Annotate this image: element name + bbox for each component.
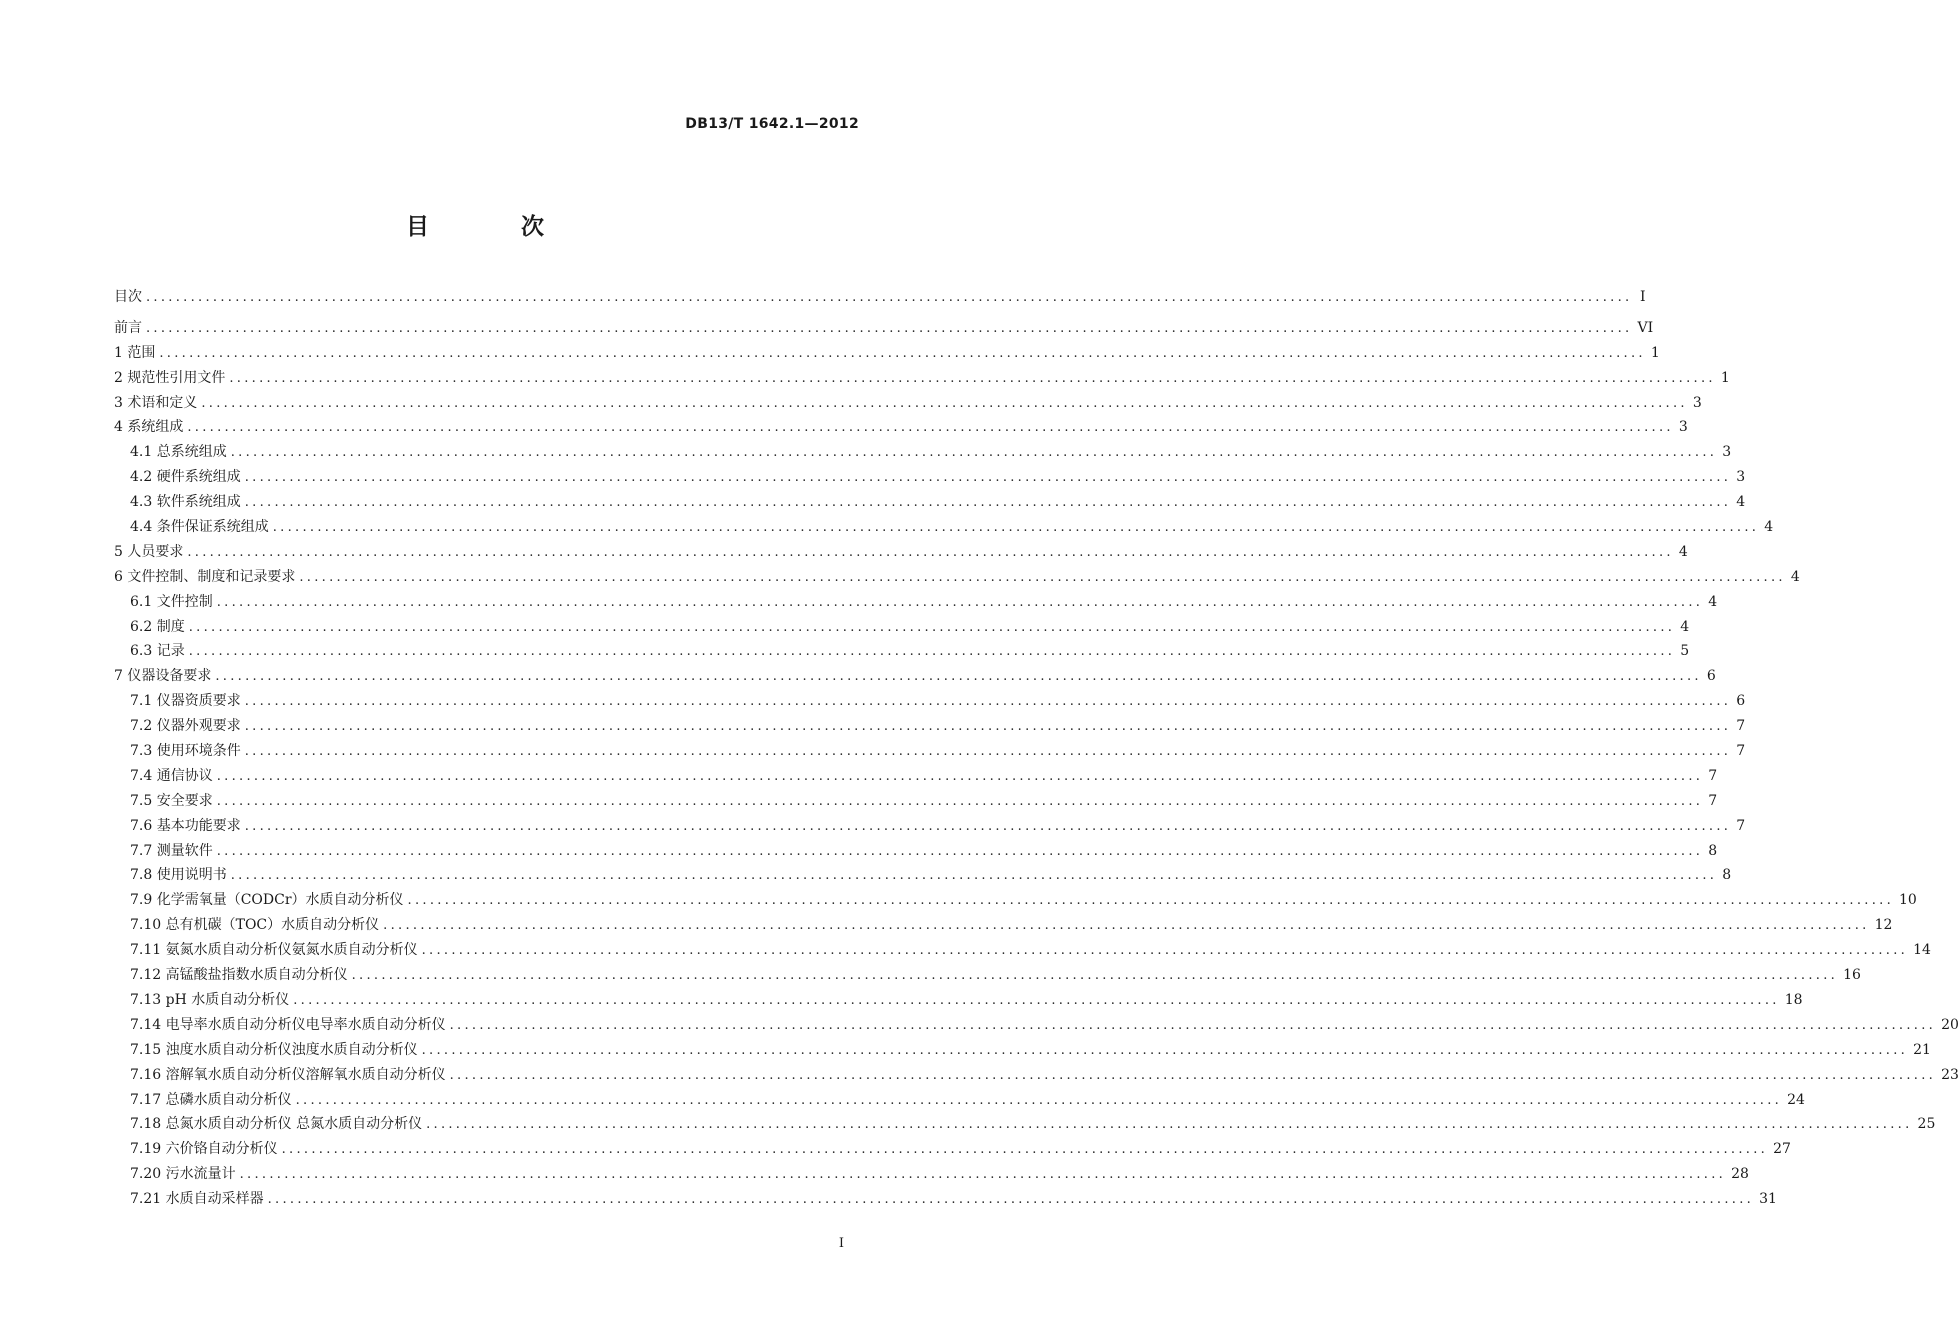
toc-entry[interactable] bbox=[114, 416, 1688, 441]
toc-entry-label: 7.5 安全要求 bbox=[130, 792, 213, 809]
toc-entry-label: 7.17 总磷水质自动分析仪 bbox=[130, 1091, 292, 1108]
toc-entry[interactable] bbox=[114, 715, 1746, 740]
toc-entry[interactable] bbox=[114, 889, 1917, 914]
toc-leader-dots: ........................................................................................................................................................................................................ bbox=[215, 669, 1702, 685]
toc-entry-page: 10 bbox=[1899, 892, 1917, 909]
toc-entry-label: 7.7 测量软件 bbox=[130, 842, 213, 859]
toc-leader-dots: ........................................................................................................................................................................................................ bbox=[351, 968, 1839, 984]
toc-entry-label: 前言 bbox=[114, 319, 142, 336]
toc-leader-dots: ........................................................................................................................................................................................................ bbox=[230, 445, 1718, 461]
toc-entry-page: 3 bbox=[1692, 394, 1702, 411]
toc-leader-dots: ........................................................................................................................................................................................................ bbox=[216, 843, 1704, 859]
toc-entry[interactable] bbox=[114, 989, 1803, 1014]
toc-entry[interactable] bbox=[114, 914, 1893, 939]
toc-entry-page: 27 bbox=[1773, 1141, 1791, 1158]
toc-leader-dots: ........................................................................................................................................................................................................ bbox=[188, 644, 1676, 660]
toc-leader-dots: ........................................................................................................................................................................................................ bbox=[449, 1017, 1937, 1033]
toc-entry[interactable] bbox=[114, 939, 1931, 964]
toc-entry[interactable] bbox=[114, 591, 1718, 616]
toc-entry-label: 7.8 使用说明书 bbox=[130, 867, 227, 884]
toc-entry-page: 4 bbox=[1736, 494, 1746, 511]
toc-leader-dots: ........................................................................................................................................................................................................ bbox=[421, 943, 1909, 959]
toc-entry-page: 25 bbox=[1917, 1116, 1936, 1133]
toc-entry[interactable] bbox=[114, 1089, 1805, 1114]
toc-entry[interactable] bbox=[114, 317, 1654, 342]
toc-entry-label: 1 范围 bbox=[114, 344, 156, 361]
toc-entry[interactable] bbox=[114, 1163, 1749, 1188]
toc-entry-page: 31 bbox=[1759, 1191, 1777, 1208]
toc-entry-page: 4 bbox=[1678, 543, 1688, 560]
toc-leader-dots: ........................................................................................................................................................................................................ bbox=[244, 495, 1732, 511]
toc-entry-label: 7.3 使用环境条件 bbox=[130, 743, 241, 760]
toc-entry[interactable] bbox=[114, 964, 1861, 989]
toc-entry[interactable] bbox=[114, 541, 1688, 566]
toc-leader-dots: ........................................................................................................................................................................................................ bbox=[216, 793, 1704, 809]
toc-entry-page: 4 bbox=[1790, 568, 1800, 585]
toc-entry-page: 5 bbox=[1680, 643, 1690, 660]
toc-entry-page: 4 bbox=[1680, 618, 1690, 635]
document-code: DB13/T 1642.1—2012 bbox=[685, 116, 859, 132]
toc-entry-page: 7 bbox=[1736, 743, 1746, 760]
toc-entry-page: 6 bbox=[1736, 693, 1746, 710]
toc-entry-page: 6 bbox=[1706, 668, 1716, 685]
toc-leader-dots: ........................................................................................................................................................................................................ bbox=[383, 918, 1870, 934]
toc-entry[interactable] bbox=[114, 690, 1746, 715]
toc-entry[interactable] bbox=[114, 765, 1718, 790]
toc-leader-dots: ........................................................................................................................................................................................................ bbox=[146, 290, 1633, 305]
toc-leader-dots: ........................................................................................................................................................................................................ bbox=[281, 1142, 1769, 1158]
toc-entry[interactable] bbox=[114, 516, 1774, 541]
toc-entry-label: 4.1 总系统组成 bbox=[130, 444, 227, 461]
toc-entry-label: 7.19 六价铬自动分析仪 bbox=[130, 1141, 278, 1158]
toc-entry[interactable] bbox=[114, 466, 1746, 491]
toc-entry-label: 6 文件控制、制度和记录要求 bbox=[114, 568, 296, 585]
toc-entry[interactable] bbox=[114, 790, 1718, 815]
toc-entry-label: 6.3 记录 bbox=[130, 643, 185, 660]
toc-entry-label: 6.1 文件控制 bbox=[130, 593, 213, 610]
toc-entry-label: 7 仪器设备要求 bbox=[114, 668, 212, 685]
toc-leader-dots: ........................................................................................................................................................................................................ bbox=[244, 744, 1732, 760]
toc-entry-page: VI bbox=[1637, 319, 1654, 336]
toc-leader-dots: ........................................................................................................................................................................................................ bbox=[187, 420, 1674, 436]
toc-entry-label: 4 系统组成 bbox=[114, 419, 184, 436]
toc-entry-page: 16 bbox=[1843, 967, 1861, 984]
toc-entry-label: 4.3 软件系统组成 bbox=[130, 494, 241, 511]
toc-entry-page: 21 bbox=[1913, 1041, 1931, 1058]
toc-leader-dots: ........................................................................................................................................................................................................ bbox=[421, 1042, 1909, 1058]
toc-entry-page: 4 bbox=[1708, 593, 1718, 610]
toc-entry-label: 目次 bbox=[114, 289, 142, 305]
toc-entry-page: 1 bbox=[1720, 369, 1730, 386]
toc-entry-page: 8 bbox=[1708, 842, 1718, 859]
toc-entry-label: 7.21 水质自动采样器 bbox=[130, 1191, 264, 1208]
toc-entry-label: 7.1 仪器资质要求 bbox=[130, 693, 241, 710]
toc-entry-label: 7.20 污水流量计 bbox=[130, 1166, 236, 1183]
toc-entry-label: 4.4 条件保证系统组成 bbox=[130, 519, 269, 536]
toc-leader-dots: ........................................................................................................................................................................................................ bbox=[244, 470, 1732, 486]
toc-entry-page: 23 bbox=[1941, 1066, 1959, 1083]
toc-entry-label: 7.15 浊度水质自动分析仪浊度水质自动分析仪 bbox=[130, 1041, 418, 1058]
toc-leader-dots: ........................................................................................................................................................................................................ bbox=[407, 893, 1895, 909]
toc-entry-page: 4 bbox=[1764, 519, 1774, 536]
toc-entry-label: 7.9 化学需氧量（CODCr）水质自动分析仪 bbox=[130, 892, 404, 909]
toc-leader-dots: ........................................................................................................................................................................................................ bbox=[267, 1192, 1755, 1208]
toc-entry-label: 7.6 基本功能要求 bbox=[130, 817, 241, 834]
toc-entry[interactable] bbox=[114, 1138, 1791, 1163]
toc-list bbox=[114, 286, 1959, 1213]
toc-entry-page: 3 bbox=[1722, 444, 1732, 461]
toc-entry-label: 7.12 高锰酸盐指数水质自动分析仪 bbox=[130, 967, 348, 984]
toc-entry[interactable] bbox=[114, 1014, 1959, 1039]
toc-entry-page: 18 bbox=[1784, 991, 1803, 1008]
toc-entry-label: 4.2 硬件系统组成 bbox=[130, 469, 241, 486]
toc-entry[interactable] bbox=[114, 1188, 1777, 1213]
toc-entry-page: 12 bbox=[1874, 917, 1893, 934]
toc-entry-page: 7 bbox=[1736, 817, 1746, 834]
toc-entry-label: 7.10 总有机碳（TOC）水质自动分析仪 bbox=[130, 917, 380, 934]
toc-leader-dots: ........................................................................................................................................................................................................ bbox=[293, 992, 1780, 1008]
toc-entry-page: 1 bbox=[1650, 344, 1660, 361]
toc-entry[interactable] bbox=[114, 1064, 1959, 1089]
toc-entry-label: 7.4 通信协议 bbox=[130, 767, 213, 784]
toc-entry-page: 14 bbox=[1913, 942, 1931, 959]
toc-entry-page: 7 bbox=[1736, 718, 1746, 735]
toc-leader-dots: ........................................................................................................................................................................................................ bbox=[229, 370, 1716, 386]
toc-entry[interactable] bbox=[114, 740, 1746, 765]
toc-entry[interactable] bbox=[114, 640, 1690, 665]
toc-entry[interactable] bbox=[114, 840, 1718, 865]
toc-entry-label: 5 人员要求 bbox=[114, 543, 184, 560]
toc-entry-label: 7.18 总氮水质自动分析仪 总氮水质自动分析仪 bbox=[130, 1116, 423, 1133]
toc-entry[interactable] bbox=[114, 1039, 1931, 1064]
toc-leader-dots: ........................................................................................................................................................................................................ bbox=[244, 719, 1732, 735]
toc-leader-dots: ........................................................................................................................................................................................................ bbox=[159, 345, 1646, 361]
toc-entry[interactable] bbox=[114, 441, 1732, 466]
toc-leader-dots: ........................................................................................................................................................................................................ bbox=[146, 320, 1633, 336]
toc-entry-label: 6.2 制度 bbox=[130, 618, 185, 635]
toc-leader-dots: ........................................................................................................................................................................................................ bbox=[295, 1092, 1783, 1108]
toc-leader-dots: ........................................................................................................................................................................................................ bbox=[216, 594, 1704, 610]
toc-entry[interactable] bbox=[114, 864, 1732, 889]
toc-entry-label: 2 规范性引用文件 bbox=[114, 369, 226, 386]
toc-entry-page: 24 bbox=[1787, 1091, 1805, 1108]
toc-entry-label: 7.11 氨氮水质自动分析仪氨氮水质自动分析仪 bbox=[130, 942, 418, 959]
toc-entry[interactable] bbox=[114, 566, 1800, 591]
toc-leader-dots: ........................................................................................................................................................................................................ bbox=[244, 818, 1732, 834]
toc-entry-page: 7 bbox=[1708, 792, 1718, 809]
toc-entry[interactable] bbox=[114, 616, 1690, 641]
toc-entry-label: 7.16 溶解氧水质自动分析仪溶解氧水质自动分析仪 bbox=[130, 1066, 446, 1083]
toc-entry[interactable] bbox=[114, 491, 1746, 516]
toc-entry-page: 7 bbox=[1708, 767, 1718, 784]
toc-leader-dots: ........................................................................................................................................................................................................ bbox=[426, 1117, 1913, 1133]
toc-leader-dots: ........................................................................................................................................................................................................ bbox=[299, 569, 1786, 585]
toc-entry-page: 8 bbox=[1722, 867, 1732, 884]
toc-entry-page: 3 bbox=[1678, 419, 1688, 436]
toc-entry-page: 28 bbox=[1731, 1166, 1749, 1183]
toc-entry-label: 7.14 电导率水质自动分析仪电导率水质自动分析仪 bbox=[130, 1016, 446, 1033]
toc-leader-dots: ........................................................................................................................................................................................................ bbox=[449, 1067, 1937, 1083]
toc-entry-page: 3 bbox=[1736, 469, 1746, 486]
toc-entry[interactable] bbox=[114, 815, 1746, 840]
toc-leader-dots: ........................................................................................................................................................................................................ bbox=[216, 768, 1704, 784]
toc-leader-dots: ........................................................................................................................................................................................................ bbox=[239, 1167, 1727, 1183]
toc-leader-dots: ........................................................................................................................................................................................................ bbox=[244, 694, 1732, 710]
toc-entry[interactable] bbox=[114, 367, 1730, 392]
toc-leader-dots: ........................................................................................................................................................................................................ bbox=[272, 520, 1760, 536]
toc-entry-page: 20 bbox=[1941, 1016, 1959, 1033]
toc-leader-dots: ........................................................................................................................................................................................................ bbox=[188, 619, 1676, 635]
toc-leader-dots: ........................................................................................................................................................................................................ bbox=[230, 868, 1718, 884]
toc-entry-label: 7.2 仪器外观要求 bbox=[130, 718, 241, 735]
toc-entry[interactable] bbox=[114, 1113, 1936, 1138]
toc-entry-label: 7.13 pH 水质自动分析仪 bbox=[130, 991, 290, 1008]
toc-title: 目 次 bbox=[405, 214, 586, 240]
toc-entry-page: I bbox=[1639, 289, 1646, 305]
toc-entry[interactable] bbox=[114, 342, 1660, 367]
page-number: I bbox=[838, 1236, 844, 1251]
toc-leader-dots: ........................................................................................................................................................................................................ bbox=[187, 544, 1674, 560]
toc-entry-label: 3 术语和定义 bbox=[114, 394, 198, 411]
toc-entry[interactable] bbox=[114, 286, 1646, 311]
toc-entry[interactable] bbox=[114, 665, 1716, 690]
toc-leader-dots: ........................................................................................................................................................................................................ bbox=[201, 395, 1688, 411]
toc-entry[interactable] bbox=[114, 392, 1702, 417]
